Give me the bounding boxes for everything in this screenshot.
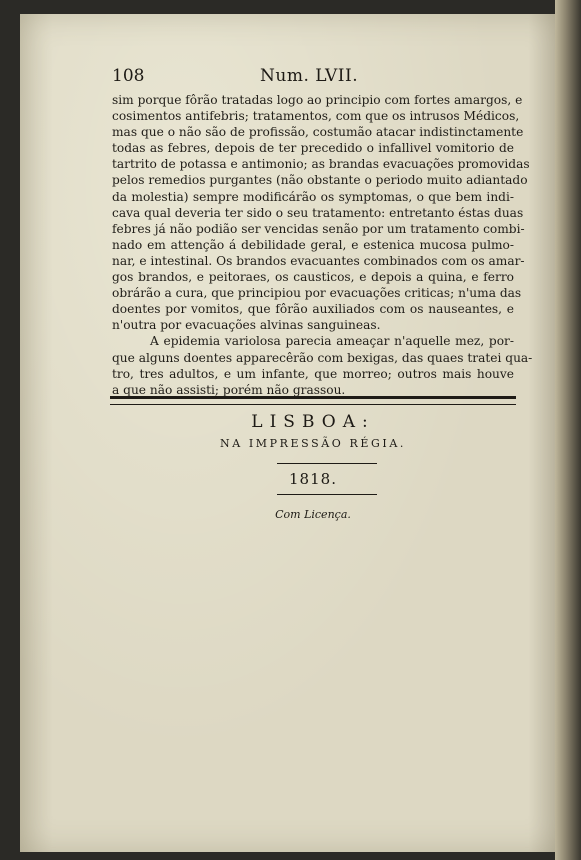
page-edge-shadow	[555, 0, 581, 860]
text-line: cosimentos antifebris; tratamentos, com que os intrusos Médicos,	[112, 109, 520, 124]
text-line: sim porque fôrão tratadas logo ao principio com fortes amargos, e	[112, 93, 523, 107]
year-rule-bottom	[277, 494, 377, 495]
imprint-license: Com Licença.	[275, 508, 351, 521]
text-line: pelos remedios purgantes (não obstante o periodo muito adiantado	[112, 173, 528, 188]
text-line: tro, tres adultos, e um infante, que morreo; outros mais houve	[112, 366, 514, 381]
text-line: gos brandos, e peitoraes, os causticos, e depois a quina, e ferro	[112, 270, 514, 285]
double-rule	[110, 396, 516, 405]
text-line: da molestia) sempre modificárão os symptomas, o que bem indi-	[112, 189, 514, 204]
year-rule-top	[277, 463, 377, 464]
imprint-press: NA IMPRESSÃO RÉGIA.	[219, 437, 406, 450]
body-text	[112, 92, 533, 398]
text-line: nado em attenção á debilidade geral, e estenica mucosa pulmo-	[112, 237, 514, 252]
running-title: Num. LVII.	[260, 66, 359, 86]
text-line: febres já não podião ser vencidas senão por um tratamento combi-	[112, 221, 525, 236]
text-line: A epidemia variolosa parecia ameaçar n'aquelle mez, por-	[150, 334, 514, 349]
text-line: n'outra por evacuações alvinas sanguineas.	[112, 318, 381, 333]
text-line: doentes por vomitos, que fôrão auxiliados com os nauseantes, e	[112, 302, 514, 317]
text-line: todas as febres, depois de ter precedido o infallivel vomitorio de	[112, 141, 514, 156]
text-line: tartrito de potassa e antimonio; as brandas evacuações promovidas	[112, 157, 530, 172]
text-line: obrárão a cura, que principiou por evacuações criticas; n'uma das	[112, 286, 522, 301]
text-line: cava qual deveria ter sido o seu tratamento: entretanto éstas duas	[112, 205, 524, 220]
imprint-year: 1818.	[289, 470, 337, 488]
text-line: que alguns doentes apparecêrão com bexigas, das quaes tratei qua-	[112, 350, 533, 365]
text-line: a que não assisti; porém não grassou.	[112, 382, 346, 397]
text-line: mas que o não são de profissão, costumão atacar indistinctamente	[112, 125, 524, 140]
imprint-city: LISBOA:	[251, 412, 375, 432]
text-line: nar, e intestinal. Os brandos evacuantes combinados com os amar-	[112, 253, 525, 268]
page-number: 108	[112, 66, 145, 86]
